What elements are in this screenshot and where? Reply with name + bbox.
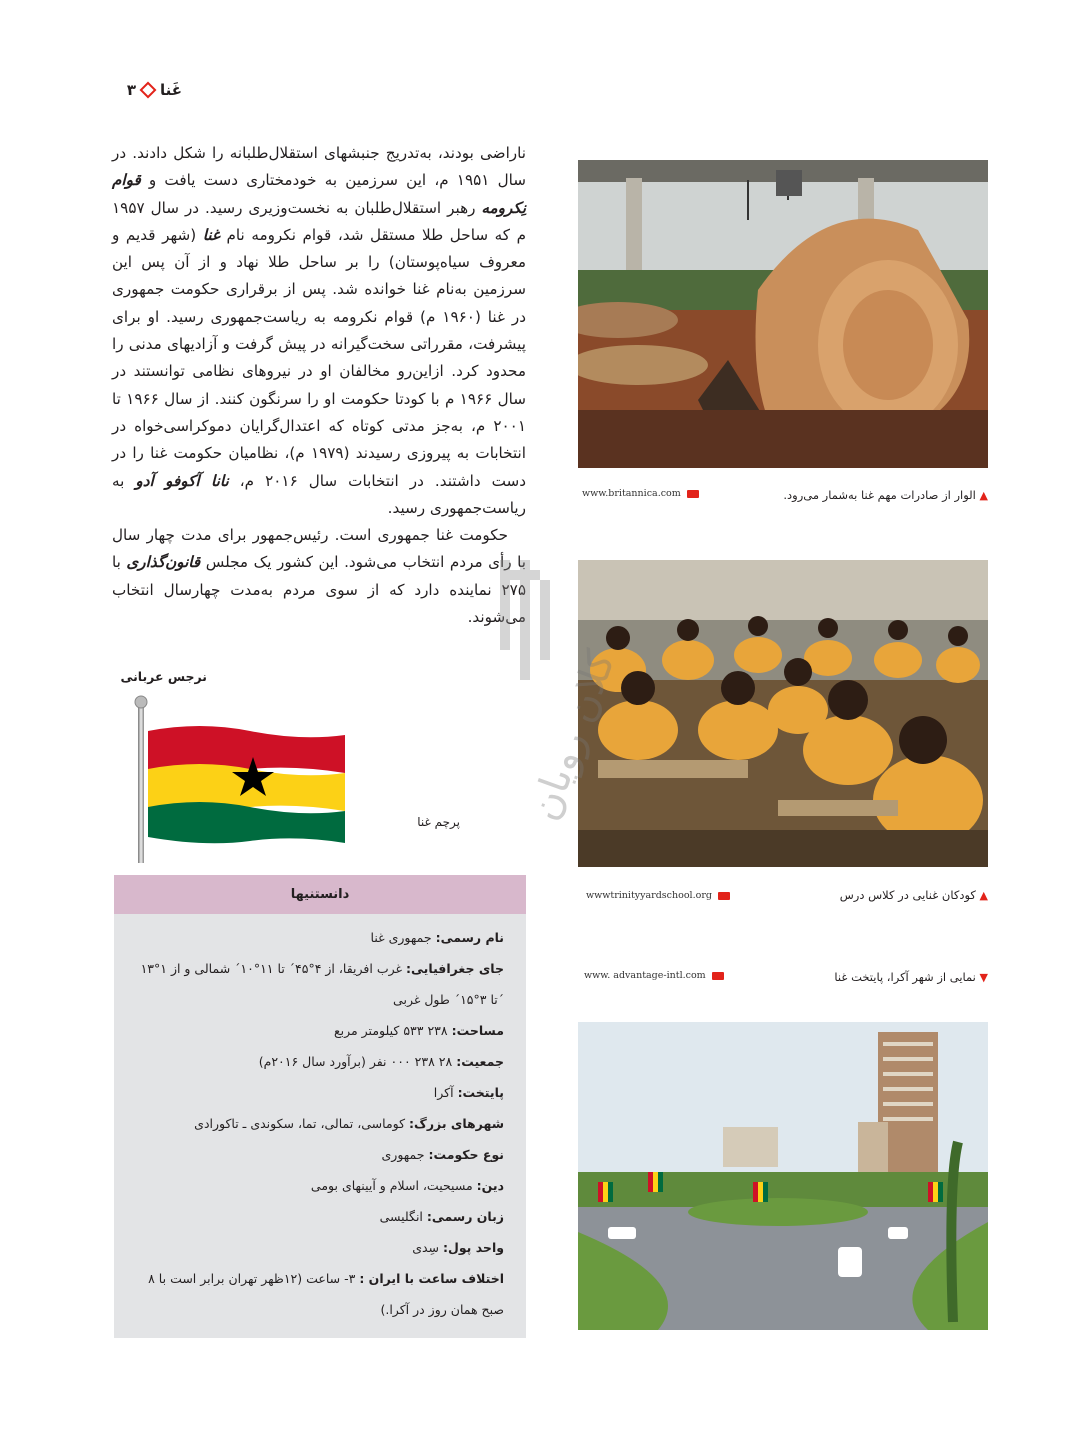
photo-timber	[578, 160, 988, 468]
fact-row	[128, 953, 504, 1015]
camera-icon	[687, 490, 699, 498]
source-text: www.britannica.com	[582, 488, 681, 499]
header-title: غَنا	[159, 81, 182, 99]
fact-row	[128, 1077, 504, 1108]
source-text: wwwtrinityyardschool.org	[586, 890, 712, 901]
caption-text: الوار از صادرات مهم غنا به‌شمار می‌رود.	[783, 488, 976, 502]
text-run: ناراضی بودند، به‌تدریج جنبشهای استقلال‌طلبانه را شکل دادند. در سال ۱۹۵۱ م، این سرزمین به خودمختاری دست یافت و	[112, 144, 526, 190]
fact-value: آکرا	[433, 1085, 458, 1100]
fact-row	[128, 922, 504, 953]
facts-title: دانستنیها	[114, 875, 526, 914]
paragraph-government	[112, 522, 526, 631]
watermark-text: کلان رویان	[521, 644, 625, 827]
fact-label: جمعیت:	[456, 1054, 504, 1069]
fact-value: جمهوری غنا	[370, 930, 436, 945]
camera-icon	[718, 892, 730, 900]
main-article-text	[112, 140, 526, 631]
fact-value: انگلیسی	[379, 1209, 427, 1224]
emphasis-name: نانا آکوفو آدو	[135, 471, 229, 490]
watermark-logo	[470, 540, 700, 880]
fact-value: ۲۳۸ ۵۳۳ کیلومتر مربع	[333, 1023, 452, 1038]
fact-label: مساحت:	[451, 1023, 504, 1038]
emphasis-name: قوام نِکرومه	[112, 171, 526, 217]
fact-label: پایتخت:	[457, 1085, 504, 1100]
page-number: ۳	[126, 81, 136, 99]
caption-arrow-icon: ▲	[979, 889, 988, 902]
caption-text: نمایی از شهر آکرا، پایتخت غنا	[834, 970, 976, 984]
fact-label: جای جغرافیایی:	[406, 961, 504, 976]
emphasis-name: غنا	[202, 225, 220, 244]
fact-label: اختلاف ساعت با ایران :	[359, 1271, 504, 1286]
fact-row	[128, 1170, 504, 1201]
ghana-flag	[130, 695, 350, 865]
fact-row	[128, 1108, 504, 1139]
text-run: رهبر استقلال‌طلبان به نخست‌وزیری رسید. در سال ۱۹۵۷ م که ساحل طلا مستقل شد، قوام نکرومه نام	[112, 198, 527, 244]
facts-box	[114, 875, 526, 1338]
text-run: با ۲۷۵ نماینده دارد که از سوی مردم به‌مدت چهارسال انتخاب می‌شوند.	[112, 553, 526, 627]
fact-value: جمهوری	[381, 1147, 429, 1162]
fact-value: ۲۸ ۲۳۸ ۰۰۰ نفر (برآورد سال ۲۰۱۶م)	[258, 1054, 457, 1069]
fact-value: غرب افریقا، از ۴°۴۵´ تا ۱۱°۱۰´ شمالی و از ۱°۱۳´تا ۳°۱۵´ طول غربی	[140, 961, 504, 1007]
caption-accra	[700, 970, 988, 984]
facts-list	[114, 914, 526, 1325]
watermark	[470, 540, 700, 880]
flag-illustration	[130, 695, 350, 865]
source-advantage	[584, 970, 724, 981]
fact-value: کوماسی، تمالی، تما، سکوندی ـ تاکورادی	[194, 1116, 410, 1131]
fact-row	[128, 1232, 504, 1263]
source-text: www. advantage-intl.com	[584, 970, 706, 981]
source-trinity	[586, 890, 730, 901]
flag-pole-finial	[135, 696, 147, 708]
source-britannica	[582, 488, 699, 499]
author-name: نرجس عربانی	[120, 669, 207, 684]
camera-icon	[712, 972, 724, 980]
fact-row	[128, 1201, 504, 1232]
flag-band-green	[148, 802, 345, 843]
text-run: حکومت غنا جمهوری است. رئیس‌جمهور برای مدت چهار سال با رأی مردم انتخاب می‌شود. این کشور یک مجلس	[112, 526, 526, 572]
text-run: به ریاست‌جمهوری رسید.	[112, 471, 526, 517]
fact-label: زبان رسمی:	[426, 1209, 504, 1224]
fact-value: سِدی	[412, 1240, 443, 1255]
flag-pole	[138, 703, 144, 863]
fact-value: مسیحیت، اسلام و آیینهای بومی	[310, 1178, 477, 1193]
fact-row	[128, 1263, 504, 1325]
fact-row	[128, 1139, 504, 1170]
fact-label: نوع حکومت:	[428, 1147, 504, 1162]
caption-classroom	[700, 888, 988, 902]
caption-arrow-icon: ▼	[979, 971, 988, 984]
caption-text: کودکان غنایی در کلاس درس	[839, 888, 976, 902]
emphasis-term: قانون‌گذاری	[126, 553, 201, 572]
flag-caption: پرچم غنا	[417, 815, 460, 829]
fact-row	[128, 1046, 504, 1077]
text-run: (شهر قدیم و معروف سیاه‌پوستان) را بر ساحل طلا نهاد و از آن پس این سرزمین به‌نام غنا خوانده شد. پس از برقراری حکومت جمهوری در غنا (۱۹۶۰ م) قوام نکرومه به ریاست‌جمهوری رسید. او برای پیشرفت، مقرراتی سخت‌گیرانه در پیش گرفت و آزادیهای مدنی را محدود کرد. ازاین‌رو مخالفان او در نیروهای نظامی توانستند در سال ۱۹۶۶ م با کودتا حکومت او را سرنگون کنند. از سال ۱۹۶۶ تا ۲۰۰۱ م، به‌جز مدتی کوتاه که اعتدال‌گرایان دموکراسی‌خواه در انتخابات به پیروزی رسیدند (۱۹۷۹ م)، نظامیان حکومت غنا را در دست داشتند. در انتخابات سال ۲۰۱۶ م،	[112, 225, 527, 490]
fact-row	[128, 1015, 504, 1046]
fact-label: نام رسمی:	[435, 930, 504, 945]
paragraph-history	[112, 140, 526, 522]
diamond-icon	[139, 82, 156, 99]
fact-value: ۳- ساعت (۱۲ظهر تهران برابر است با ۸ صبح همان روز در آکرا.)	[148, 1271, 504, 1317]
caption-arrow-icon: ▲	[979, 489, 988, 502]
page-header	[112, 78, 182, 102]
photo-accra	[578, 1022, 988, 1330]
fact-label: واحد پول:	[442, 1240, 504, 1255]
fact-label: دین:	[476, 1178, 504, 1193]
caption-timber	[700, 488, 988, 502]
fact-label: شهرهای بزرگ:	[409, 1116, 504, 1131]
